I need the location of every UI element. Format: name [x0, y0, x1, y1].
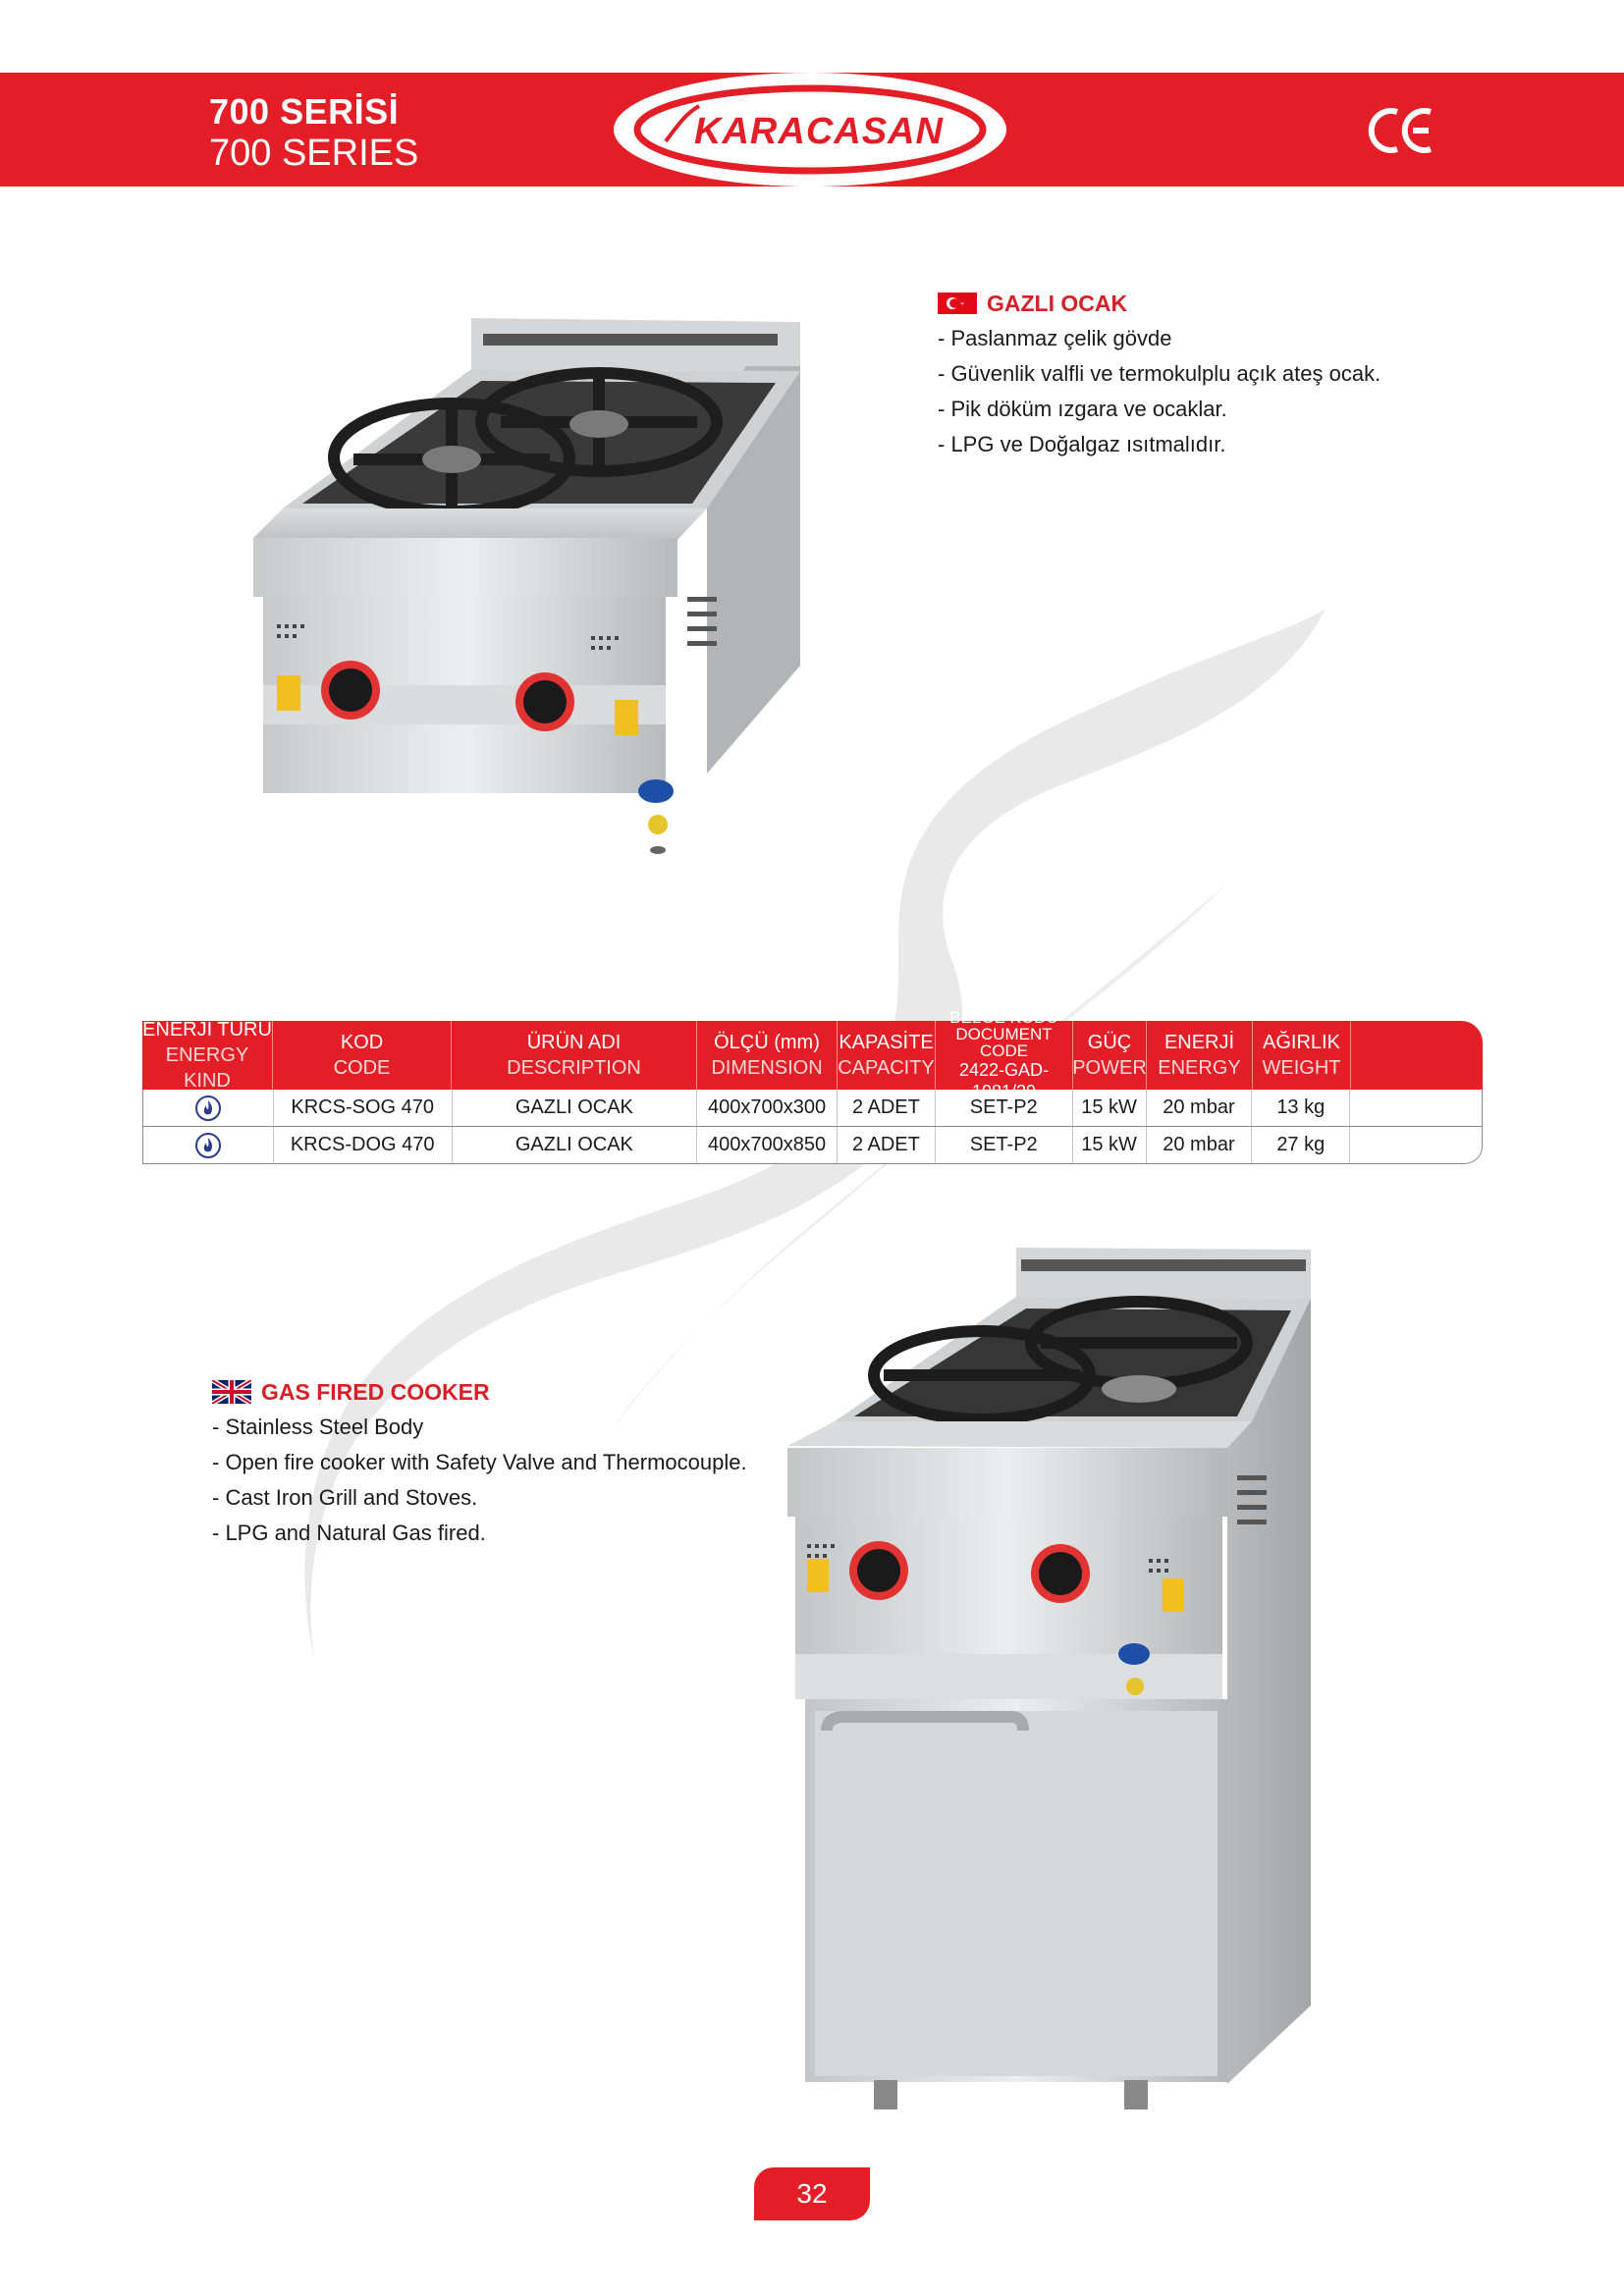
table-row [143, 1127, 1482, 1164]
header-power: GÜÇ POWER [1073, 1021, 1147, 1090]
dimension-cell: 400x700x300 [697, 1090, 838, 1126]
header-code: KOD CODE [273, 1021, 452, 1090]
extra-cell [1350, 1090, 1482, 1126]
header-weight: AĞIRLIK WEIGHT [1253, 1021, 1351, 1090]
code-cell: KRCS-DOG 470 [274, 1127, 453, 1163]
product-title-en [212, 1374, 747, 1410]
feature-en-1: - Stainless Steel Body [212, 1415, 424, 1439]
header-dimension: ÖLÇÜ (mm) DIMENSION [697, 1021, 838, 1090]
description-cell: GAZLI OCAK [453, 1090, 698, 1126]
header-extra [1351, 1021, 1483, 1090]
product-description-en [212, 1374, 747, 1551]
weight-cell: 13 kg [1252, 1090, 1350, 1126]
extra-cell [1350, 1127, 1482, 1163]
header-document-code: BELGE KODU DOCUMENT CODE 2422-GAD-1081/29 [936, 1021, 1073, 1090]
document-code-cell: SET-P2 [936, 1090, 1073, 1126]
header-capacity: KAPASİTE CAPACITY [838, 1021, 936, 1090]
energy-kind-cell [143, 1127, 274, 1163]
feature-tr-4: - LPG ve Doğalgaz ısıtmalıdır. [938, 432, 1226, 456]
power-cell: 15 kW [1073, 1127, 1147, 1163]
table-body [142, 1090, 1483, 1164]
energy-kind-cell [143, 1090, 274, 1126]
brand-name: KARACASAN [694, 111, 944, 152]
feature-tr-1: - Paslanmaz çelik gövde [938, 326, 1172, 350]
ce-mark-icon [1368, 106, 1436, 155]
energy-cell: 20 mbar [1147, 1090, 1253, 1126]
header-description: ÜRÜN ADI DESCRIPTION [452, 1021, 697, 1090]
feature-en-4: - LPG and Natural Gas fired. [212, 1521, 486, 1545]
code-cell: KRCS-SOG 470 [274, 1090, 453, 1126]
countertop-gas-cooker-photo [245, 312, 810, 857]
gas-flame-icon [194, 1095, 222, 1122]
freestanding-gas-cooker-photo [776, 1220, 1345, 2123]
table-header-row [142, 1007, 1483, 1101]
table-row [143, 1090, 1482, 1127]
product-title-tr-text: GAZLI OCAK [987, 291, 1128, 316]
karacasan-logo [609, 69, 1011, 190]
capacity-cell: 2 ADET [838, 1090, 936, 1126]
power-cell: 15 kW [1073, 1090, 1147, 1126]
weight-cell: 27 kg [1252, 1127, 1350, 1163]
feature-tr-2: - Güvenlik valfli ve termokulplu açık ateş ocak. [938, 361, 1381, 386]
uk-flag-icon [212, 1380, 251, 1404]
product-title-tr [938, 286, 1380, 321]
product-description-tr [938, 286, 1380, 462]
series-title-tr: 700 SERİSİ [209, 91, 400, 132]
feature-en-3: - Cast Iron Grill and Stoves. [212, 1485, 478, 1510]
header-energy: ENERJİ ENERGY [1147, 1021, 1253, 1090]
capacity-cell: 2 ADET [838, 1127, 936, 1163]
feature-en-2: - Open fire cooker with Safety Valve and Thermocouple. [212, 1450, 747, 1474]
gas-flame-icon [194, 1132, 222, 1159]
dimension-cell: 400x700x850 [697, 1127, 838, 1163]
header-energy-kind: ENERJİ TÜRÜ ENERGY KIND [142, 1019, 272, 1092]
specification-table [142, 1007, 1483, 1164]
feature-tr-3: - Pik döküm ızgara ve ocaklar. [938, 397, 1227, 421]
turkish-flag-icon [938, 293, 977, 314]
page-number: 32 [754, 2167, 870, 2220]
document-code-cell: SET-P2 [936, 1127, 1073, 1163]
series-title-en: 700 SERIES [209, 133, 419, 174]
description-cell: GAZLI OCAK [453, 1127, 698, 1163]
product-title-en-text: GAS FIRED COOKER [261, 1379, 490, 1405]
energy-cell: 20 mbar [1147, 1127, 1253, 1163]
